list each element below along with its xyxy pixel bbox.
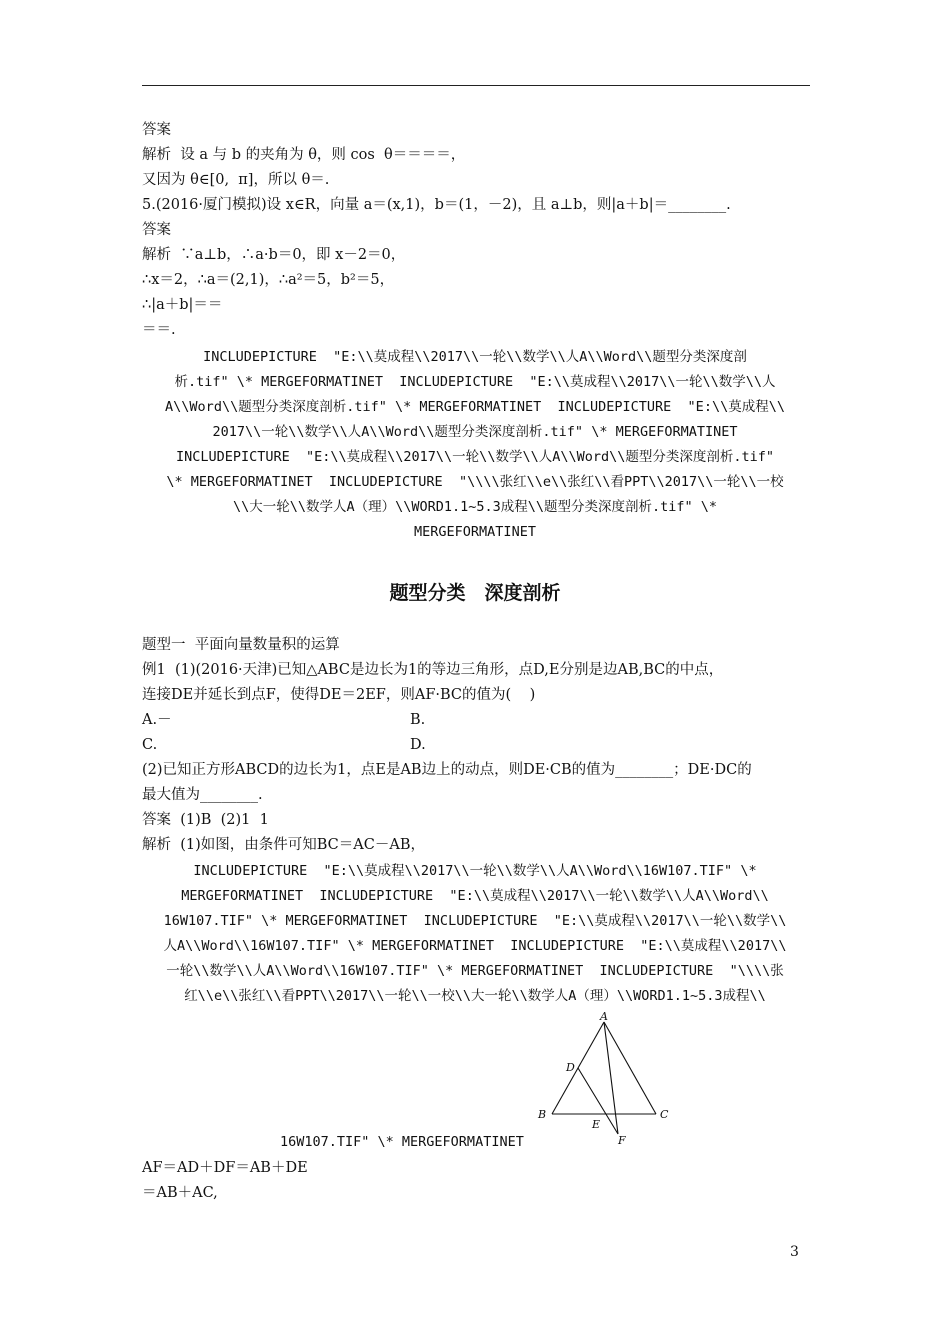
answer-label: 答案 [142, 122, 171, 138]
answer-line: 答案 (1)B (2)1 1 [142, 812, 269, 828]
field-code-line: \* MERGEFORMATINET INCLUDEPICTURE "\\\\张红\\e\\张红\\看PPT\\2017\\一轮\\一校 [166, 474, 784, 490]
point-b-label: B [538, 1108, 547, 1121]
example-line: (2)已知正方形ABCD的边长为1，点E是AB边上的动点，则DE·CB的值为________；DE·DC的 [142, 762, 752, 778]
edge-ac [604, 1022, 656, 1114]
field-code-line: MERGEFORMATINET [414, 524, 536, 540]
field-code-line: A\\Word\\题型分类深度剖析.tif" \* MERGEFORMATINET INCLUDEPICTURE "E:\\莫成程\\ [165, 399, 785, 415]
solution-line: 又因为 θ∈[0, π]，所以 θ＝. [142, 172, 330, 188]
field-code-line: INCLUDEPICTURE "E:\\莫成程\\2017\\一轮\\数学\\人A\\Word\\题型分类深度剖析.tif" [175, 449, 774, 465]
point-d-label: D [566, 1061, 575, 1074]
field-code-line: 2017\\一轮\\数学\\人A\\Word\\题型分类深度剖析.tif" \* MERGEFORMATINET [212, 424, 738, 440]
segment-af [604, 1022, 618, 1134]
option-b: B. [410, 712, 426, 728]
example-line: 最大值为________. [142, 787, 263, 803]
field-code-line: 16W107.TIF" \* MERGEFORMATINET INCLUDEPICTURE "E:\\莫成程\\2017\\一轮\\数学\\ [163, 913, 787, 929]
topic-heading: 题型一 平面向量数量积的运算 [142, 637, 340, 653]
field-code-line: 16W107.TIF" \* MERGEFORMATINET [280, 1134, 524, 1150]
point-a-label: A [600, 1010, 608, 1023]
solution-line: 解析 设 a 与 b 的夹角为 θ，则 cos θ＝＝＝＝， [142, 147, 466, 163]
field-code-line: 红\\e\\张红\\看PPT\\2017\\一轮\\一校\\大一轮\\数学人A（理）\\WORD1.1~5.3成程\\ [184, 988, 766, 1004]
field-code-line: 析.tif" \* MERGEFORMATINET INCLUDEPICTURE "E:\\莫成程\\2017\\一轮\\数学\\人 [174, 374, 776, 390]
point-c-label: C [660, 1108, 669, 1121]
solution-line: ∴x＝2，∴a＝(2,1)，∴a²＝5，b²＝5， [142, 272, 395, 288]
triangle-figure [530, 1008, 680, 1148]
section-title: 题型分类 深度剖析 [389, 582, 561, 604]
solution-line: ＝＝. [142, 322, 176, 338]
solution-line: ＝AB＋AC, [142, 1185, 218, 1201]
solution-line: AF＝AD＋DF＝AB＋DE [142, 1160, 308, 1176]
answer-label: 答案 [142, 222, 171, 238]
field-code-line: \\大一轮\\数学人A（理）\\WORD1.1~5.3成程\\题型分类深度剖析.tif" \* [232, 499, 718, 515]
page-number: 3 [790, 1244, 799, 1260]
point-e-label: E [592, 1118, 601, 1131]
example-line: 例1 (1)(2016·天津)已知△ABC是边长为1的等边三角形，点D,E分别是边AB,BC的中点， [142, 662, 724, 678]
point-f-label: F [618, 1134, 626, 1147]
field-code-line: INCLUDEPICTURE "E:\\莫成程\\2017\\一轮\\数学\\人A\\Word\\题型分类深度剖 [203, 349, 747, 365]
example-line: 连接DE并延长到点F，使得DE＝2EF，则AF·BC的值为( ) [142, 687, 536, 703]
option-c: C. [142, 737, 158, 753]
solution-line: 解析 ∵a⊥b，∴a·b＝0，即 x－2＝0， [142, 247, 406, 263]
field-code-line: INCLUDEPICTURE "E:\\莫成程\\2017\\一轮\\数学\\人A\\Word\\16W107.TIF" \* [193, 863, 757, 879]
solution-line: 解析 (1)如图，由条件可知BC＝AC－AB， [142, 837, 425, 853]
question-5: 5.(2016·厦门模拟)设 x∈R，向量 a＝(x,1)，b＝(1，－2)，且 a⊥b，则|a＋b|＝________. [142, 197, 731, 213]
field-code-line: 人A\\Word\\16W107.TIF" \* MERGEFORMATINET INCLUDEPICTURE "E:\\莫成程\\2017\\ [163, 938, 787, 954]
option-d: D. [410, 737, 426, 753]
field-code-line: MERGEFORMATINET INCLUDEPICTURE "E:\\莫成程\\2017\\一轮\\数学\\人A\\Word\\ [181, 888, 769, 904]
field-code-line: 一轮\\数学\\人A\\Word\\16W107.TIF" \* MERGEFORMATINET INCLUDEPICTURE "\\\\张 [166, 963, 784, 979]
header-rule [142, 85, 810, 86]
option-a: A.－ [142, 712, 172, 728]
solution-line: ∴|a＋b|＝＝ [142, 297, 223, 313]
